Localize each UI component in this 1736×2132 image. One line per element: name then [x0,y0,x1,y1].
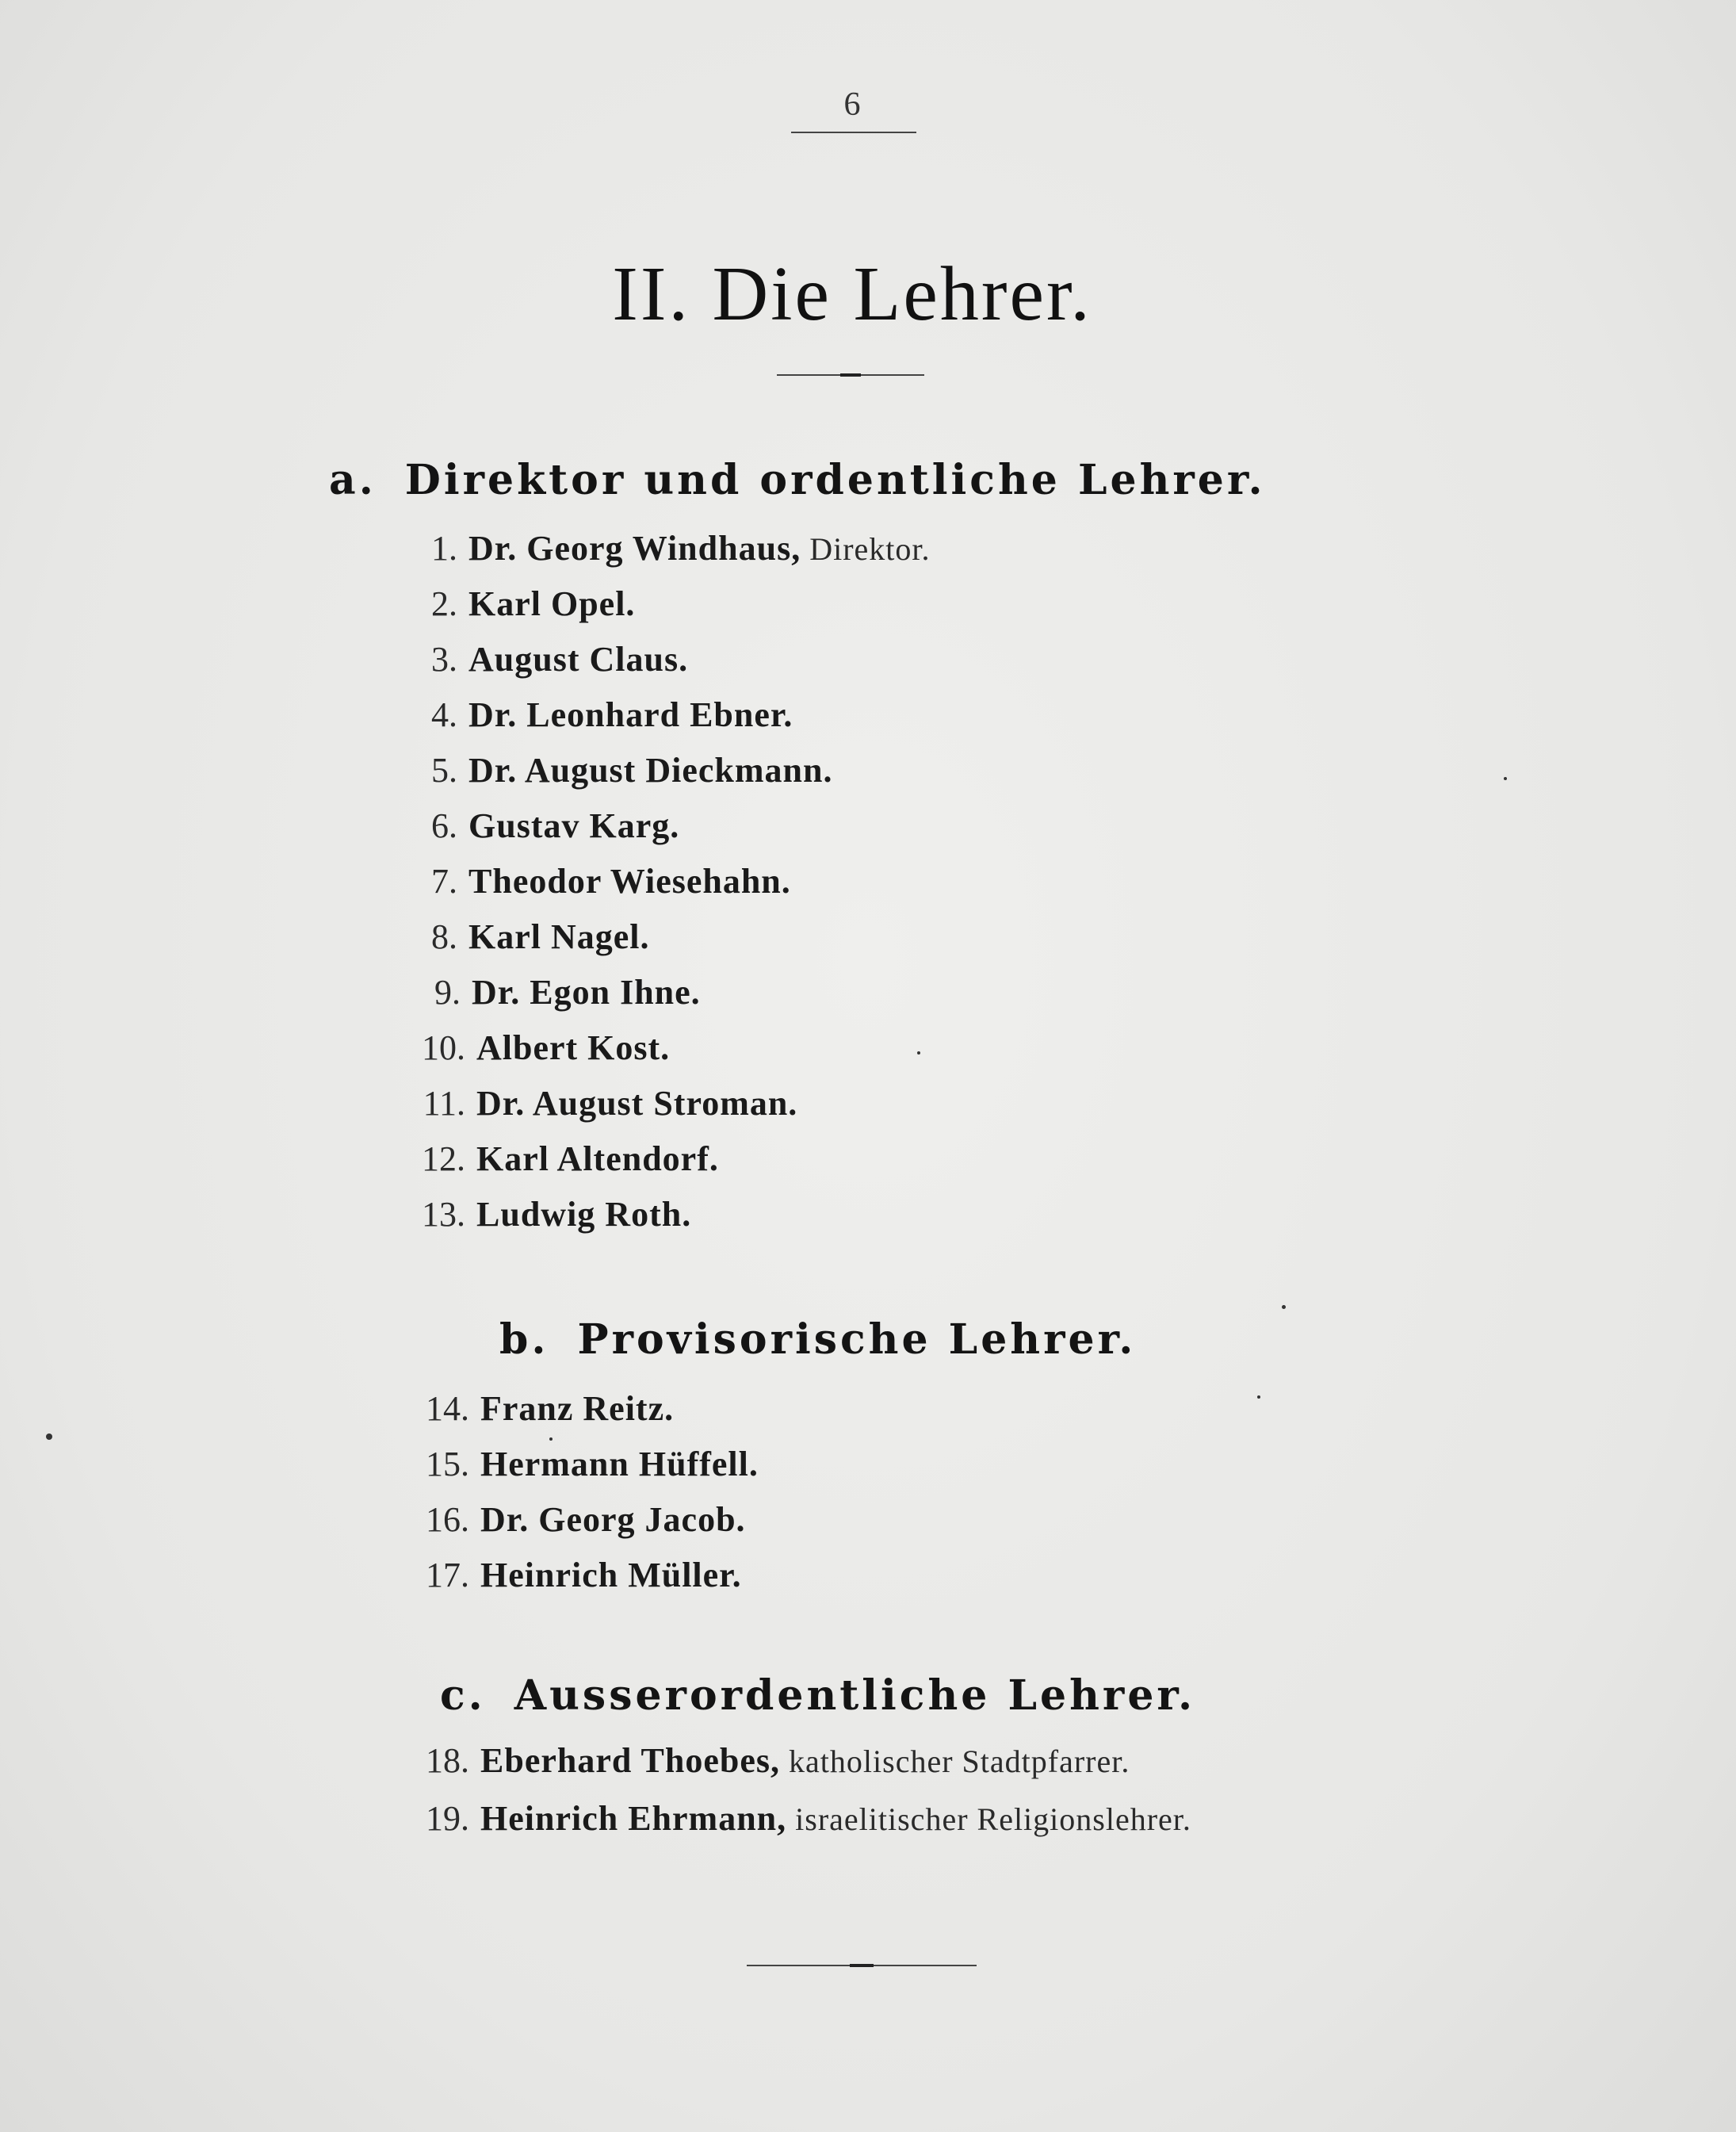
entry-name: Franz Reitz. [480,1389,675,1428]
entry-number: 8. [431,917,457,956]
title-divider [777,374,924,376]
entry-number: 16. [426,1500,469,1539]
entry-number: 11. [423,1084,465,1123]
page-number-rule [791,132,916,133]
entry-name: Eberhard Thoebes, [480,1741,781,1780]
entry-number: 13. [422,1195,465,1234]
list-item [412,1388,674,1429]
entry-number: 5. [431,751,457,790]
scan-speck [46,1433,52,1440]
entry-name: Dr. Egon Ihne. [472,973,701,1012]
entry-number: 6. [431,806,457,845]
entry-number: 15. [426,1445,469,1483]
closing-divider-mark [850,1964,874,1967]
list-item [408,750,832,790]
list-item [408,584,635,624]
entry-role: Direktor. [809,531,931,567]
entry-number: 4. [431,695,457,734]
entry-name: Dr. Georg Jacob. [480,1500,746,1539]
closing-divider [747,1965,977,1966]
section-heading-b [499,1315,1136,1364]
entry-name: Hermann Hüffell. [480,1445,759,1483]
list-item [408,695,793,735]
entry-number: 3. [431,640,457,679]
list-item [408,639,688,679]
entry-name: Albert Kost. [476,1028,671,1067]
entry-name: Ludwig Roth. [476,1195,692,1234]
entry-number: 9. [434,973,461,1012]
scan-speck [1282,1305,1286,1309]
list-item [412,1798,1191,1839]
entry-role: katholischer Stadtpfarrer. [789,1743,1130,1779]
list-item [408,1194,691,1234]
section-heading-a [329,456,1266,504]
entry-number: 1. [431,529,457,568]
entry-number: 7. [431,862,457,901]
list-item [408,972,701,1012]
page-number: 6 [843,86,861,123]
list-item [412,1444,759,1484]
scan-speck [917,1051,920,1055]
list-item [408,861,791,901]
section-title: Provisorische Lehrer. [577,1315,1137,1364]
list-item [408,917,650,957]
entry-name: Karl Altendorf. [476,1139,719,1178]
scan-speck [549,1437,553,1441]
list-item [408,528,931,568]
entry-name: Gustav Karg. [468,806,680,845]
section-title: Ausserordentliche Lehrer. [514,1671,1196,1720]
entry-number: 10. [422,1028,465,1067]
entry-name: Karl Nagel. [468,917,650,956]
section-heading-c [440,1671,1195,1720]
entry-name: August Claus. [468,640,689,679]
list-item [408,1139,719,1179]
entry-name: Dr. Leonhard Ebner. [468,695,793,734]
list-item [408,1028,670,1068]
list-item [408,1083,797,1123]
entry-name: Theodor Wiesehahn. [468,862,791,901]
list-item [412,1740,1130,1781]
section-title: Direktor und ordentliche Lehrer. [404,456,1266,504]
section-letter: b. [499,1315,549,1364]
list-item [412,1499,746,1540]
section-letter: a. [329,456,377,504]
entry-role: israelitischer Religionslehrer. [795,1801,1191,1837]
entry-number: 2. [431,584,457,623]
entry-name: Heinrich Ehrmann, [480,1799,787,1838]
entry-name: Dr. August Dieckmann. [468,751,833,790]
entry-name: Dr. Georg Windhaus, [468,529,801,568]
page-title: II. Die Lehrer. [612,251,1092,337]
list-item [412,1555,742,1595]
entry-number: 12. [422,1139,465,1178]
section-letter: c. [440,1671,486,1720]
entry-name: Karl Opel. [468,584,636,623]
entry-number: 14. [426,1389,469,1428]
entry-number: 19. [426,1799,469,1838]
scan-speck [1257,1395,1260,1399]
entry-name: Dr. August Stroman. [476,1084,798,1123]
list-item [408,806,679,846]
entry-number: 17. [426,1556,469,1594]
title-divider-mark [840,373,861,377]
scan-speck [1504,777,1507,780]
entry-number: 18. [426,1741,469,1780]
entry-name: Heinrich Müller. [480,1556,742,1594]
